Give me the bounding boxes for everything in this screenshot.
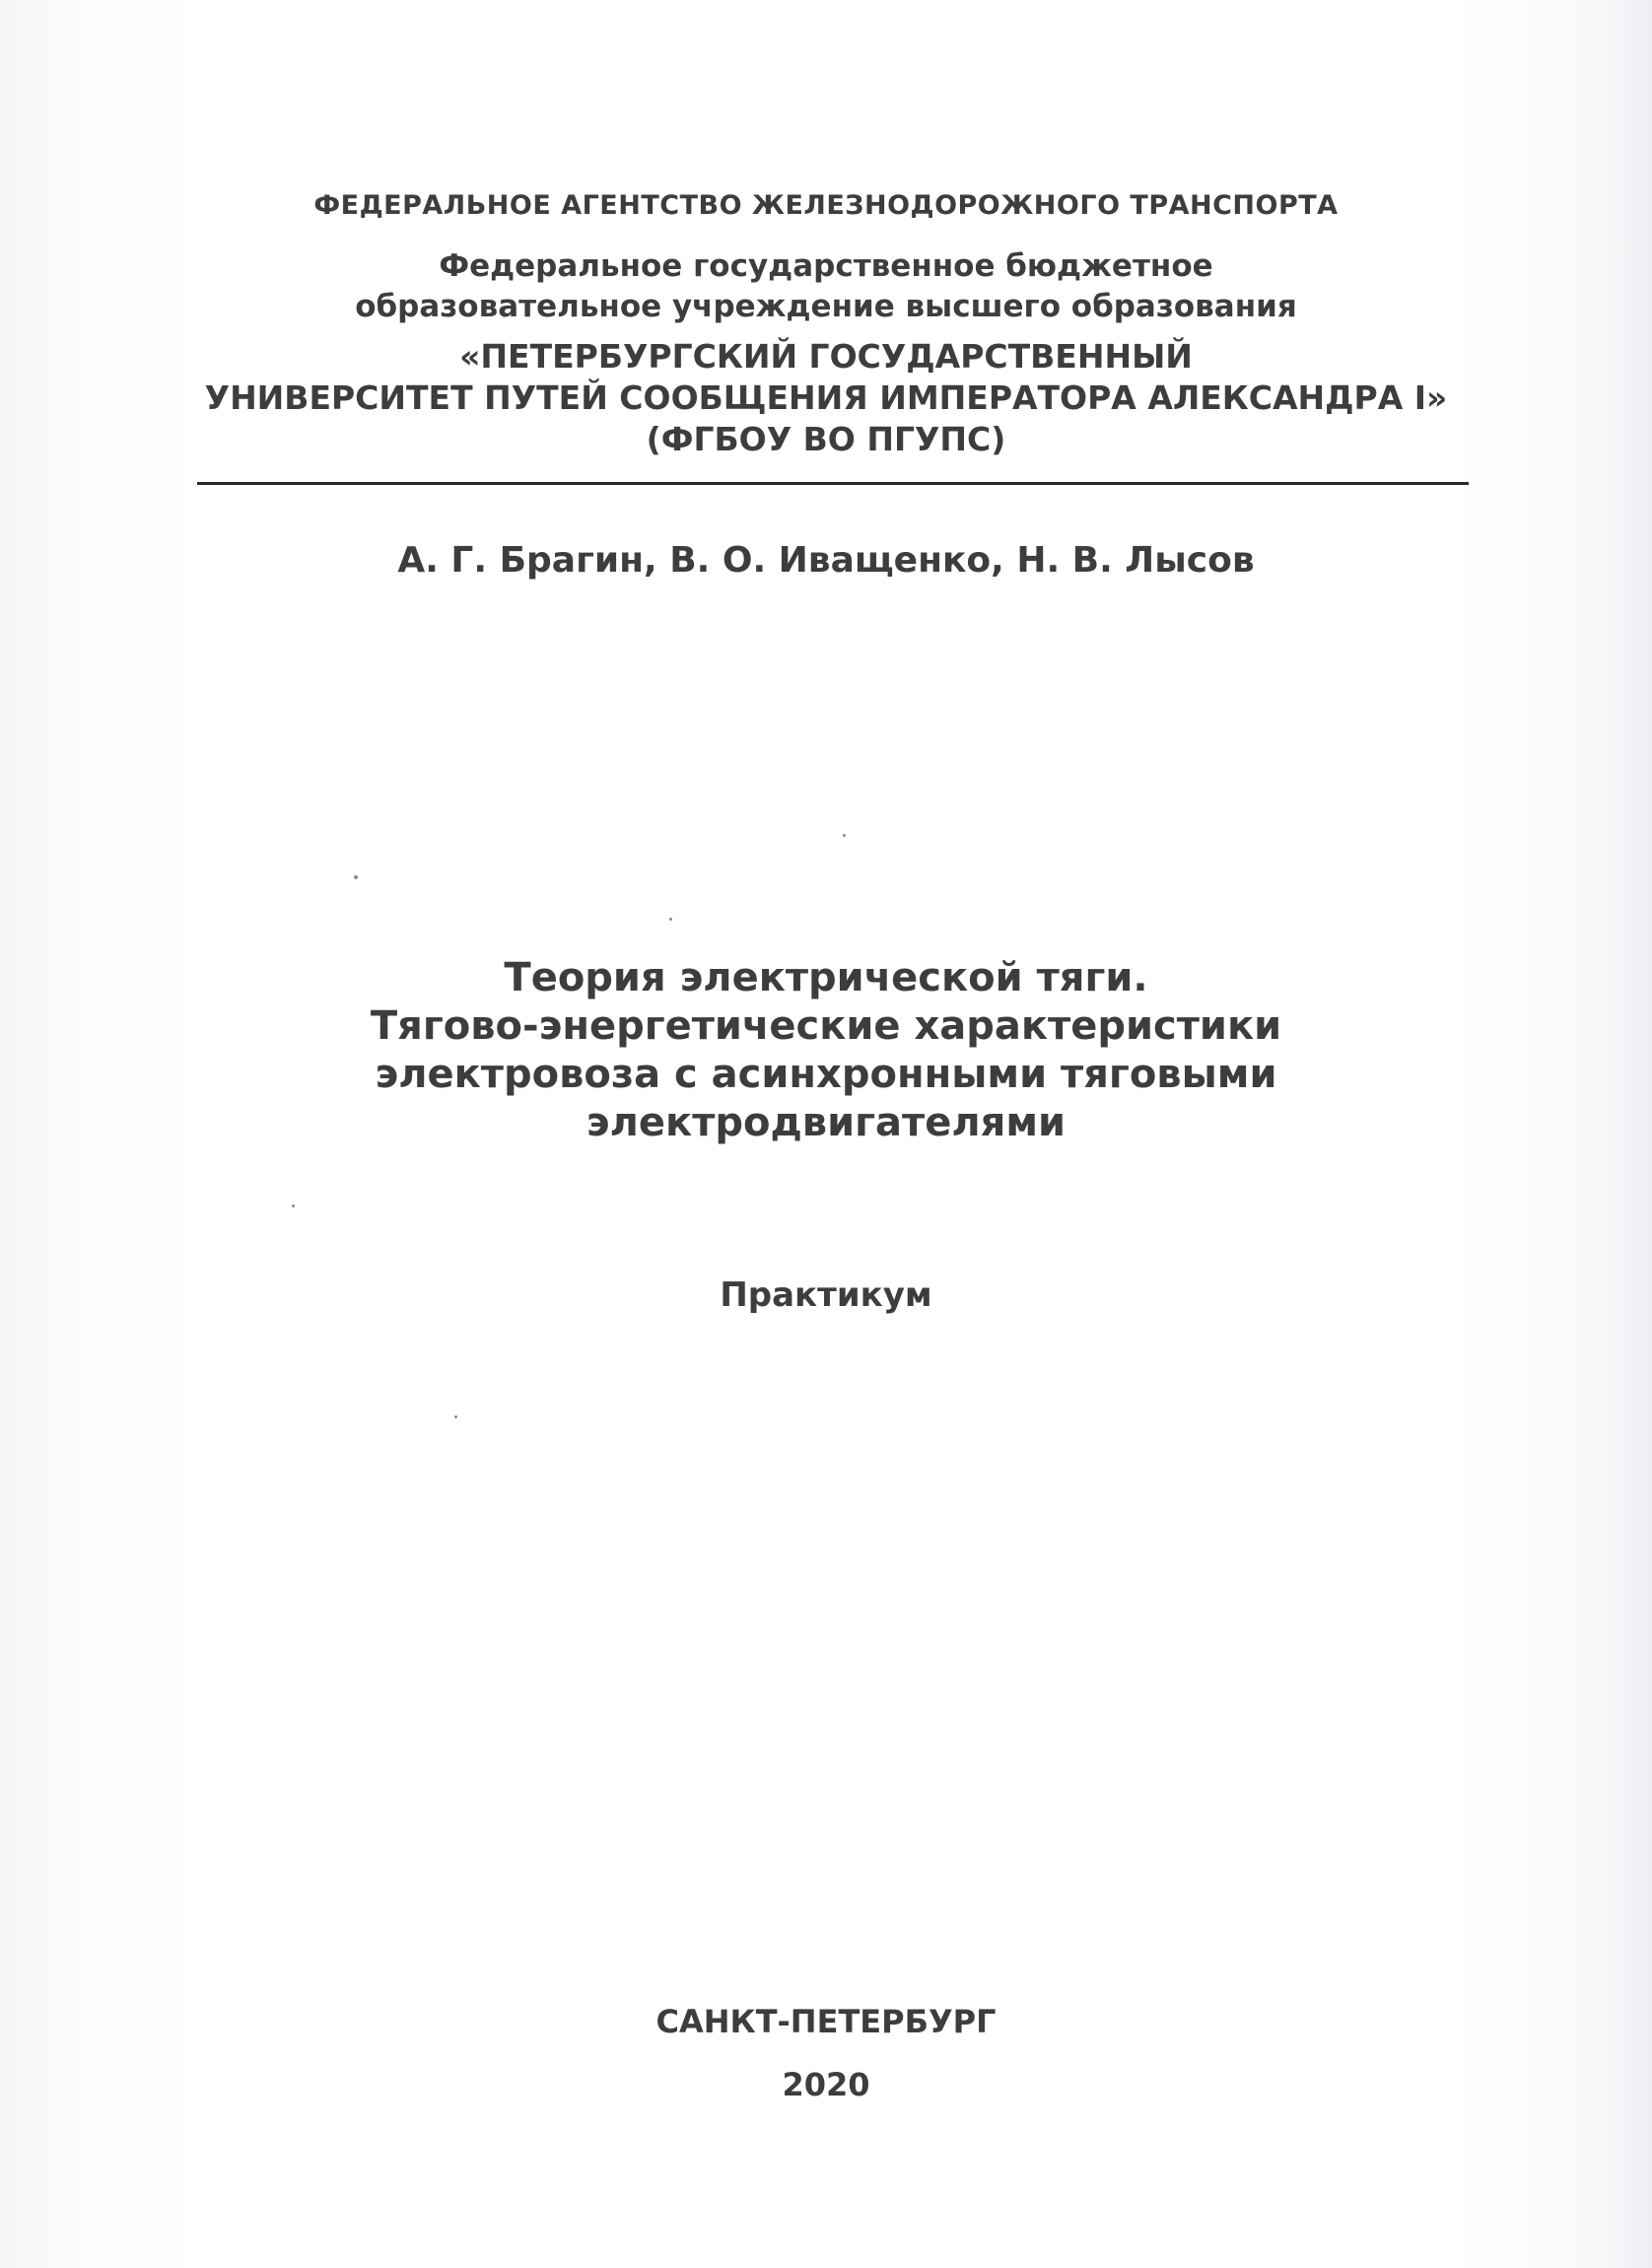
university-line: УНИВЕРСИТЕТ ПУТЕЙ СООБЩЕНИЯ ИМПЕРАТОРА АЛЕКСАНДРА I» bbox=[204, 378, 1448, 417]
title-line: электродвигателями bbox=[585, 1100, 1067, 1145]
paper-speck bbox=[669, 918, 672, 921]
header-divider bbox=[197, 482, 1469, 485]
paper-speck bbox=[843, 834, 846, 837]
agency-name: ФЕДЕРАЛЬНОЕ АГЕНТСТВО ЖЕЛЕЗНОДОРОЖНОГО ТРАНСПОРТА bbox=[313, 190, 1339, 221]
paper-speck bbox=[454, 1415, 457, 1418]
title-line: Теория электрической тяги. bbox=[504, 955, 1148, 1000]
institution-line: образовательное учреждение высшего образования bbox=[355, 289, 1297, 324]
title-line: электровоза с асинхронными тяговыми bbox=[375, 1052, 1277, 1097]
document-title bbox=[0, 954, 1652, 1147]
institution-line: Федеральное государственное бюджетное bbox=[439, 248, 1213, 284]
document-genre: Практикум bbox=[720, 1275, 932, 1315]
university-line: «ПЕТЕРБУРГСКИЙ ГОСУДАРСТВЕННЫЙ bbox=[459, 337, 1193, 376]
university-name bbox=[0, 336, 1652, 460]
authors: А. Г. Брагин, В. О. Иващенко, Н. В. Лысов bbox=[397, 540, 1255, 581]
publication-year: 2020 bbox=[782, 2066, 870, 2103]
institution-type bbox=[0, 246, 1652, 327]
paper-speck bbox=[292, 1204, 295, 1207]
title-line: Тягово-энергетические характеристики bbox=[370, 1003, 1282, 1049]
university-abbreviation: (ФГБОУ ВО ПГУПС) bbox=[646, 420, 1006, 458]
publication-city: САНКТ-ПЕТЕРБУРГ bbox=[655, 2003, 997, 2040]
paper-speck bbox=[354, 875, 358, 879]
